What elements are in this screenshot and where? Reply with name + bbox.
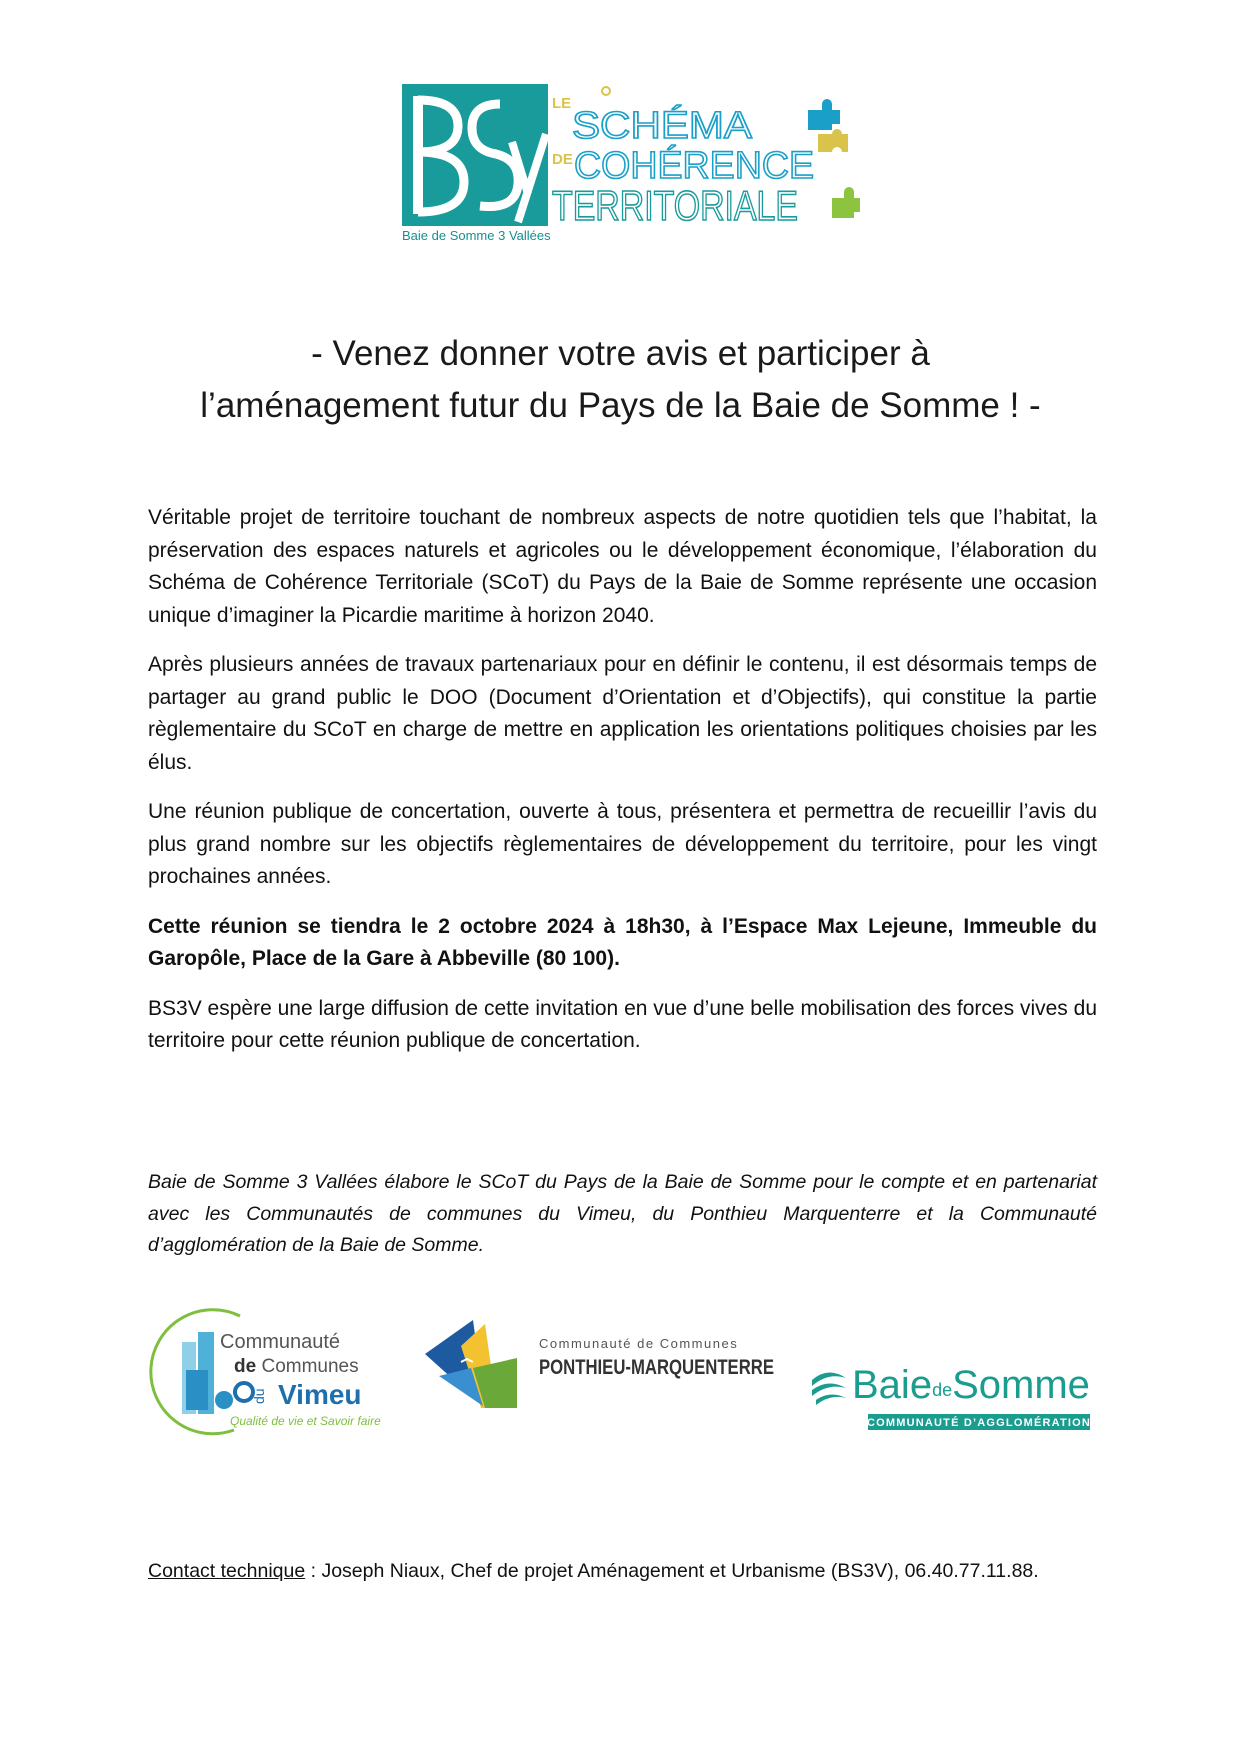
vimeu-de: de [234,1356,257,1377]
ponthieu-marquenterre-logo [425,1318,780,1418]
baie-name-3: Somme [952,1363,1090,1407]
baie-name-2: de [932,1380,953,1400]
contact-line [148,1557,1097,1585]
partner-note: Baie de Somme 3 Vallées élabore le SCoT du Pays de la Baie de Somme pour le compte et en partenariat avec les Communautés de communes du Vimeu, du Ponthieu Marquenterre et la Communauté d’agglomération de la Baie de Somme. [148,1171,1097,1256]
paragraph-meeting-details: Cette réunion se tiendra le 2 octobre 2024 à 18h30, à l’Espace Max Lejeune, Immeuble du Garopôle, Place de la Gare à Abbeville (80 100). [148,914,1097,970]
paragraph-doo: Après plusieurs années de travaux partenariaux pour en définir le contenu, il est désormais temps de partager au grand public le DOO (Document d’Orientation et d’Objectifs), qui constitue la partie règlementaire du SCoT en charge de mettre en application les orientations politiques choisies par les élus. [148,653,1097,774]
scot-header-logo [400,82,860,252]
ponthieu-line2: PONTHIEU-MARQUENTERRE [539,1356,774,1379]
wordmark-le: LE [552,95,572,112]
title-line-2: l’aménagement futur du Pays de la Baie de Somme ! - [200,386,1041,425]
svg-text:de Communes [234,1356,359,1377]
vimeu-line1: Communauté [220,1331,341,1353]
wordmark-de: DE [552,151,573,168]
baie-de-somme-logo [808,1340,1098,1440]
vimeu-communes: Communes [256,1356,359,1377]
svg-text:BaiedeSomme [852,1363,1090,1407]
title-line-1: - Venez donner votre avis et participer à [311,334,930,373]
scot-wordmark [550,82,860,242]
contact-label: Contact technique [148,1560,306,1582]
document-title [100,328,1141,432]
wordmark-schema: SCHÉMA [572,105,735,147]
vimeu-name: Vimeu [278,1379,362,1410]
baie-banner: COMMUNAUTÉ D’AGGLOMÉRATION [866,1417,1092,1429]
vimeu-tagline: Qualité de vie et Savoir faire [230,1414,381,1428]
paragraph-meeting: Une réunion publique de concertation, ouverte à tous, présentera et permettra de recueillir l’avis du plus grand nombre sur les objectifs règlementaires de développement du territoire, pour les vingt prochaines années. [148,800,1097,888]
wordmark-territoriale: TERRITORIALE [552,182,798,229]
bs3v-logo-mark [400,82,550,240]
ponthieu-line1: Communauté de Communes [539,1336,739,1351]
vimeu-logo [160,1312,400,1442]
vimeu-du: du [251,1388,267,1404]
body-text [148,502,1097,1075]
baie-name-1: Baie [852,1363,933,1407]
paragraph-intro: Véritable projet de territoire touchant de nombreux aspects de notre quotidien tels que l’habitat, la préservation des espaces naturels et agricoles ou le développement économique, l’élaboration du Schéma de Cohérence Territoriale (SCoT) du Pays de la Baie de Somme représente une occasion unique d’imaginer la Picardie maritime à horizon 2040. [148,506,1097,627]
puzzle-pieces-icon [808,99,860,218]
contact-details: : Joseph Niaux, Chef de projet Aménagement et Urbanisme (BS3V), 06.40.77.11.88. [305,1560,1039,1582]
bs3v-caption: Baie de Somme 3 Vallées [402,228,551,243]
wordmark-coherence: COHÉRENCE [574,145,817,187]
paragraph-diffusion: BS3V espère une large diffusion de cette invitation en vue d’une belle mobilisation des forces vives du territoire pour cette réunion publique de concertation. [148,996,1097,1052]
